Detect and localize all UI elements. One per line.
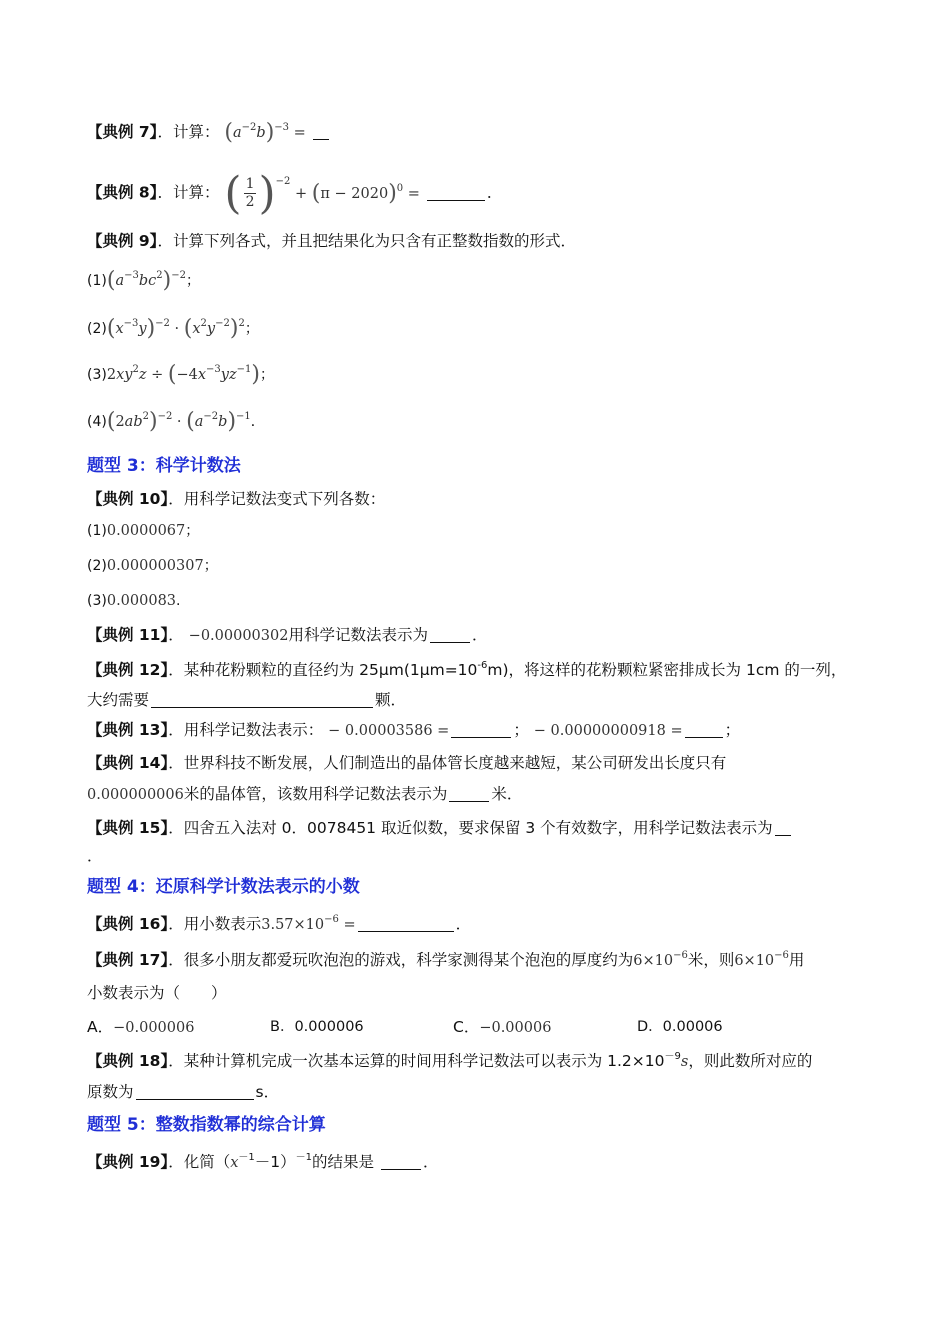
exponent: －1: [238, 1152, 255, 1163]
example-14: [87, 750, 860, 776]
item-number: (3): [87, 593, 107, 609]
item-end: ；: [185, 523, 200, 539]
example-end: 米．: [491, 785, 523, 803]
example-text-3: 用: [788, 951, 805, 969]
exponent: -6: [477, 660, 488, 671]
answer-blank[interactable]: [136, 1083, 254, 1100]
formula: $6\times 10^{-6}$: [734, 950, 789, 969]
exponent: －9: [664, 1051, 681, 1062]
example-10-item-1: [87, 518, 860, 544]
example-text: ．计算：: [157, 123, 220, 141]
example-label: 【典例 17】: [87, 951, 169, 969]
example-end: s．: [255, 1083, 280, 1101]
example-dot: ．: [168, 626, 184, 644]
option-d[interactable]: [637, 1015, 723, 1039]
section-heading-5: 题型 5：整数指数幂的综合计算: [87, 1115, 326, 1135]
item-number: (2): [87, 321, 107, 337]
example-text-3: 的结果是: [312, 1153, 375, 1171]
unit: s: [680, 1054, 689, 1070]
option-key: D．: [637, 1019, 663, 1035]
example-end: ．: [423, 1153, 439, 1171]
option-value: −0.000006: [113, 1020, 195, 1036]
answer-blank[interactable]: [313, 123, 329, 140]
section-heading-4: 题型 4：还原科学计数法表示的小数: [87, 877, 360, 897]
example-18-line-2: [87, 1079, 860, 1105]
example-label: 【典例 12】: [87, 661, 169, 679]
option-a[interactable]: [87, 1015, 194, 1040]
formula: $(a^{-2}b)^{-3}$ =: [224, 120, 306, 145]
example-18: [87, 1048, 860, 1075]
example-end: ．: [486, 183, 503, 202]
example-label: 【典例 9】: [87, 232, 158, 250]
formula: $(x^{-3}y)^{-2} \cdot (x^2y^{-2})^2$: [106, 316, 245, 341]
item-number: (3): [87, 367, 107, 383]
item-number: (1): [87, 273, 107, 289]
number-value: −0.00000302: [188, 628, 289, 644]
separator: ；: [513, 721, 529, 739]
answer-blank[interactable]: [358, 915, 454, 932]
example-text-3: 大约需要: [87, 691, 150, 709]
example-text: ．四舍五入法对 0．0078451 取近似数，要求保留 3 个有效数字，用科学记数法表示为: [168, 819, 773, 837]
example-end: ；: [724, 721, 741, 739]
exponent: －1: [295, 1152, 313, 1163]
formula: ( $\frac{1}{2}$ )$^{-2} + (\pi - 2020)^0$ =: [224, 167, 420, 219]
answer-blank[interactable]: [151, 691, 373, 708]
example-text-2: ，则此数所对应的: [688, 1052, 813, 1070]
example-12: [87, 657, 860, 683]
example-text-3: 原数为: [87, 1083, 134, 1101]
example-9-item-3: $(3)2xy^2z \div (-4x^{-3}yz^{-1})$；: [87, 362, 274, 387]
example-end: ．: [471, 626, 488, 644]
example-9-item-2: $(2)(x^{-3}y)^{-2} \cdot (x^2y^{-2})^2$；: [87, 316, 259, 341]
example-label: 【典例 15】: [87, 819, 169, 837]
formula: $(2ab^2)^{-2} \cdot (a^{-2}b)^{-1}$: [106, 409, 251, 434]
example-label: 【典例 14】: [87, 754, 169, 772]
example-9-item-1: $(1)(a^{-3}bc^2)^{-2}$；: [87, 268, 200, 293]
example-text: ．很多小朋友都爱玩吹泡泡的游戏，科学家测得某个泡泡的厚度约为: [168, 951, 634, 969]
formula: $(a^{-3}bc^2)^{-2}$: [106, 268, 186, 293]
option-key: B．: [270, 1019, 295, 1035]
example-label: 【典例 13】: [87, 721, 169, 739]
item-end: ；: [203, 558, 218, 574]
answer-blank[interactable]: [775, 819, 791, 836]
option-value: 0.00006: [662, 1019, 723, 1035]
example-text-2: m)，将这样的花粉颗粒紧密排成长为 1cm 的一列，: [487, 661, 847, 679]
option-key: A．: [87, 1018, 114, 1036]
example-14-line-2: [87, 781, 860, 808]
number-value: 0.000000006: [87, 787, 184, 803]
example-text: ．世界科技不断发展，人们制造出的晶体管长度越来越短，某公司研发出长度只有: [168, 754, 727, 772]
example-10-item-3: [87, 588, 860, 614]
example-text: ．化简（: [168, 1153, 231, 1171]
example-17-line-2: 小数表示为（ ）: [87, 984, 227, 1002]
example-9: [87, 228, 860, 254]
item-number: (2): [87, 558, 107, 574]
example-13: [87, 717, 860, 744]
option-key: C．: [453, 1018, 480, 1036]
example-9-item-4: $(4)(2ab^2)^{-2} \cdot (a^{-2}b)^{-1}$．: [87, 409, 265, 434]
example-label: 【典例 18】: [87, 1052, 169, 1070]
option-value: −0.00006: [479, 1020, 552, 1036]
example-text-2: 米的晶体管，该数用科学记数法表示为: [183, 785, 448, 803]
example-text: ．某种花粉颗粒的直径约为 25μm(1μm=10: [168, 661, 478, 679]
example-8: [87, 167, 860, 219]
example-15: [87, 815, 860, 841]
answer-blank[interactable]: [427, 184, 485, 201]
variable: x: [230, 1155, 239, 1171]
example-15-line-2: ．: [87, 847, 103, 865]
example-text: ．用科学记数法表示：: [168, 721, 324, 739]
number-value: − 0.00000000918 =: [533, 723, 683, 739]
example-text: 用科学记数法表示为: [288, 626, 428, 644]
example-end: ．: [455, 915, 472, 933]
number-value: 0.0000067: [106, 523, 186, 539]
example-label: 【典例 19】: [87, 1153, 169, 1171]
formula: $2xy^2z \div (-4x^{-3}yz^{-1})$: [106, 362, 260, 387]
example-text: ．用小数表示: [168, 915, 262, 933]
formula: $6\times 10^{-6}$: [633, 950, 688, 969]
answer-blank[interactable]: [451, 721, 511, 738]
example-text: ．用科学记数法变式下列各数：: [168, 490, 386, 508]
example-text-2: －1）: [254, 1153, 296, 1171]
section-heading-3: 题型 3：科学计数法: [87, 456, 241, 476]
example-label: 【典例 10】: [87, 490, 169, 508]
item-end: .: [176, 593, 181, 609]
answer-blank[interactable]: [430, 626, 470, 643]
example-text: ．计算：: [157, 183, 220, 202]
answer-blank[interactable]: [449, 785, 489, 802]
example-7: [87, 119, 860, 146]
formula: $3.57\times 10^{-6}$ =: [261, 914, 356, 933]
example-19: [87, 1149, 860, 1176]
example-11: [87, 622, 860, 649]
item-number: (1): [87, 523, 107, 539]
example-16: [87, 911, 860, 938]
number-value: 0.000000307: [106, 558, 204, 574]
answer-blank[interactable]: [381, 1153, 421, 1170]
example-text: ．某种计算机完成一次基本运算的时间用科学记数法可以表示为 1.2×10: [168, 1052, 665, 1070]
example-text-2: 米，则: [687, 951, 735, 969]
option-c[interactable]: [453, 1015, 551, 1040]
example-17: [87, 947, 860, 974]
number-value: − 0.00003586 =: [328, 723, 450, 739]
example-text: ．计算下列各式，并且把结果化为只含有正整数指数的形式．: [157, 232, 576, 250]
example-10: [87, 486, 860, 512]
example-10-item-2: [87, 553, 860, 579]
example-label: 【典例 8】: [87, 183, 158, 202]
item-number: (4): [87, 414, 107, 430]
example-label: 【典例 7】: [87, 123, 158, 141]
example-12-line-2: [87, 687, 860, 713]
example-end: 颗．: [375, 691, 407, 709]
option-value: 0.000006: [294, 1019, 364, 1035]
example-label: 【典例 16】: [87, 915, 169, 933]
answer-blank[interactable]: [685, 721, 723, 738]
option-b[interactable]: [270, 1015, 364, 1039]
number-value: 0.000083: [106, 593, 177, 609]
example-label: 【典例 11】: [87, 626, 169, 644]
